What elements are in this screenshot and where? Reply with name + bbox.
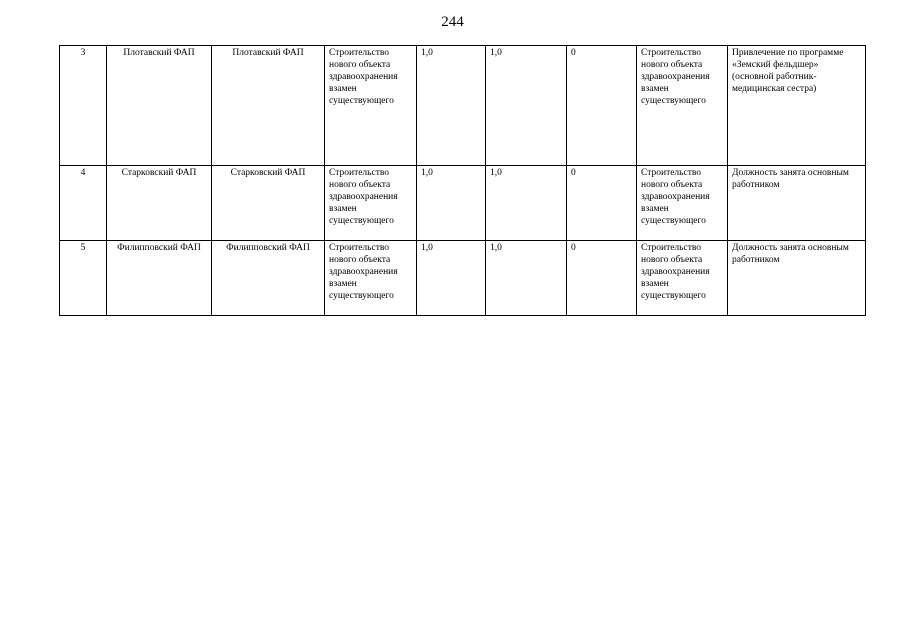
action-cell-2: Строительство нового объекта здравоохранения взамен существующего	[637, 46, 728, 166]
row-number: 5	[60, 241, 107, 316]
value-cell-2: 1,0	[486, 241, 567, 316]
facility-name-alt: Старковский ФАП	[212, 166, 325, 241]
table-row	[60, 241, 866, 316]
value-cell-2: 1,0	[486, 46, 567, 166]
action-cell: Строительство нового объекта здравоохранения взамен существующего	[325, 166, 417, 241]
value-cell-2: 1,0	[486, 166, 567, 241]
note-cell: Привлечение по программе «Земский фельдшер» (основной работник- медицинская сестра)	[728, 46, 866, 166]
facility-name: Плотавский ФАП	[107, 46, 212, 166]
facility-name-alt: Филипповский ФАП	[212, 241, 325, 316]
row-number: 3	[60, 46, 107, 166]
note-cell: Должность занята основным работником	[728, 166, 866, 241]
facility-name-alt: Плотавский ФАП	[212, 46, 325, 166]
facilities-table	[59, 45, 866, 316]
value-cell-3: 0	[567, 166, 637, 241]
value-cell-3: 0	[567, 46, 637, 166]
action-cell: Строительство нового объекта здравоохранения взамен существующего	[325, 241, 417, 316]
action-cell: Строительство нового объекта здравоохранения взамен существующего	[325, 46, 417, 166]
action-cell-2: Строительство нового объекта здравоохранения взамен существующего	[637, 241, 728, 316]
table-row	[60, 166, 866, 241]
value-cell-1: 1,0	[417, 241, 486, 316]
facility-name: Филипповский ФАП	[107, 241, 212, 316]
table-row	[60, 46, 866, 166]
value-cell-1: 1,0	[417, 166, 486, 241]
note-cell: Должность занята основным работником	[728, 241, 866, 316]
value-cell-3: 0	[567, 241, 637, 316]
facility-name: Старковский ФАП	[107, 166, 212, 241]
action-cell-2: Строительство нового объекта здравоохранения взамен существующего	[637, 166, 728, 241]
row-number: 4	[60, 166, 107, 241]
value-cell-1: 1,0	[417, 46, 486, 166]
page-number: 244	[441, 14, 464, 30]
